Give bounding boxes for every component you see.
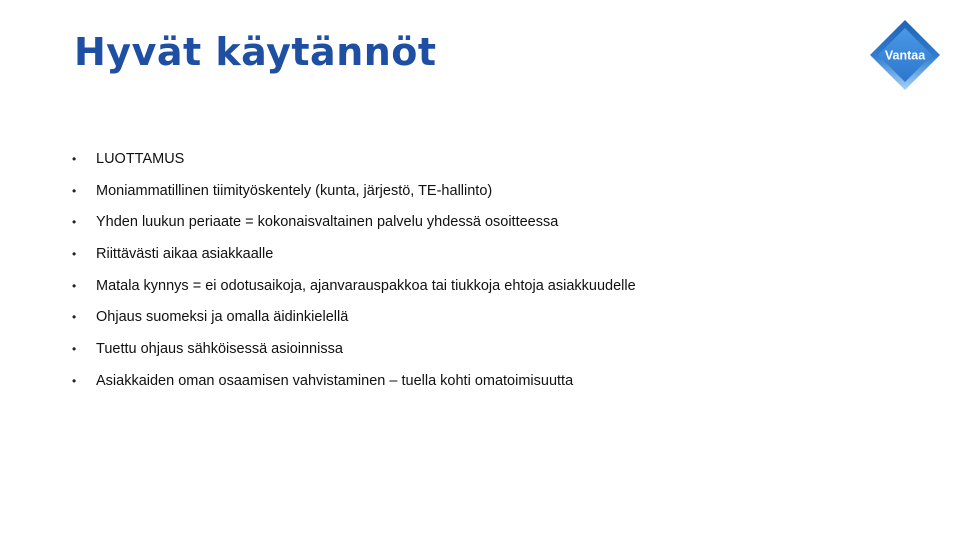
bullet-dot: • — [72, 342, 77, 357]
bullet-dot: • — [72, 215, 77, 230]
bullet-item — [72, 146, 932, 178]
bullet-dot: • — [72, 152, 77, 166]
bullet-dot: • — [72, 247, 77, 262]
bullet-text: Yhden luukun periaate = kokonaisvaltainen palvelu yhdessä osoitteessa — [96, 214, 559, 231]
bullet-item — [72, 241, 932, 273]
vantaa-logo-diamond-icon — [868, 18, 942, 92]
bullet-dot: • — [72, 373, 77, 388]
logo-text: Vantaa — [884, 48, 926, 63]
bullet-item — [72, 336, 932, 368]
bullet-list — [72, 146, 932, 400]
bullet-dot: • — [72, 310, 77, 325]
bullet-item — [72, 304, 932, 336]
bullet-item — [72, 209, 932, 241]
bullet-item — [72, 368, 932, 400]
bullet-dot: • — [72, 278, 77, 293]
bullet-item — [72, 178, 932, 210]
bullet-item — [72, 273, 932, 305]
bullet-text: Matala kynnys = ei odotusaikoja, ajanvarauspakkoa tai tiukkoja ehtoja asiakkuudelle — [96, 277, 636, 294]
bullet-dot: • — [72, 183, 77, 198]
bullet-text: Asiakkaiden oman osaamisen vahvistaminen – tuella kohti omatoimisuutta — [96, 372, 574, 389]
bullet-text: Moniammatillinen tiimityöskentely (kunta, järjestö, TE-hallinto) — [96, 182, 493, 199]
bullet-text: LUOTTAMUS — [96, 151, 185, 167]
bullet-text: Riittävästi aikaa asiakkaalle — [96, 246, 274, 263]
bullet-text: Tuettu ohjaus sähköisessä asioinnissa — [96, 341, 343, 358]
slide-title: Hyvät käytännöt — [74, 30, 437, 74]
bullet-text: Ohjaus suomeksi ja omalla äidinkielellä — [96, 309, 349, 326]
